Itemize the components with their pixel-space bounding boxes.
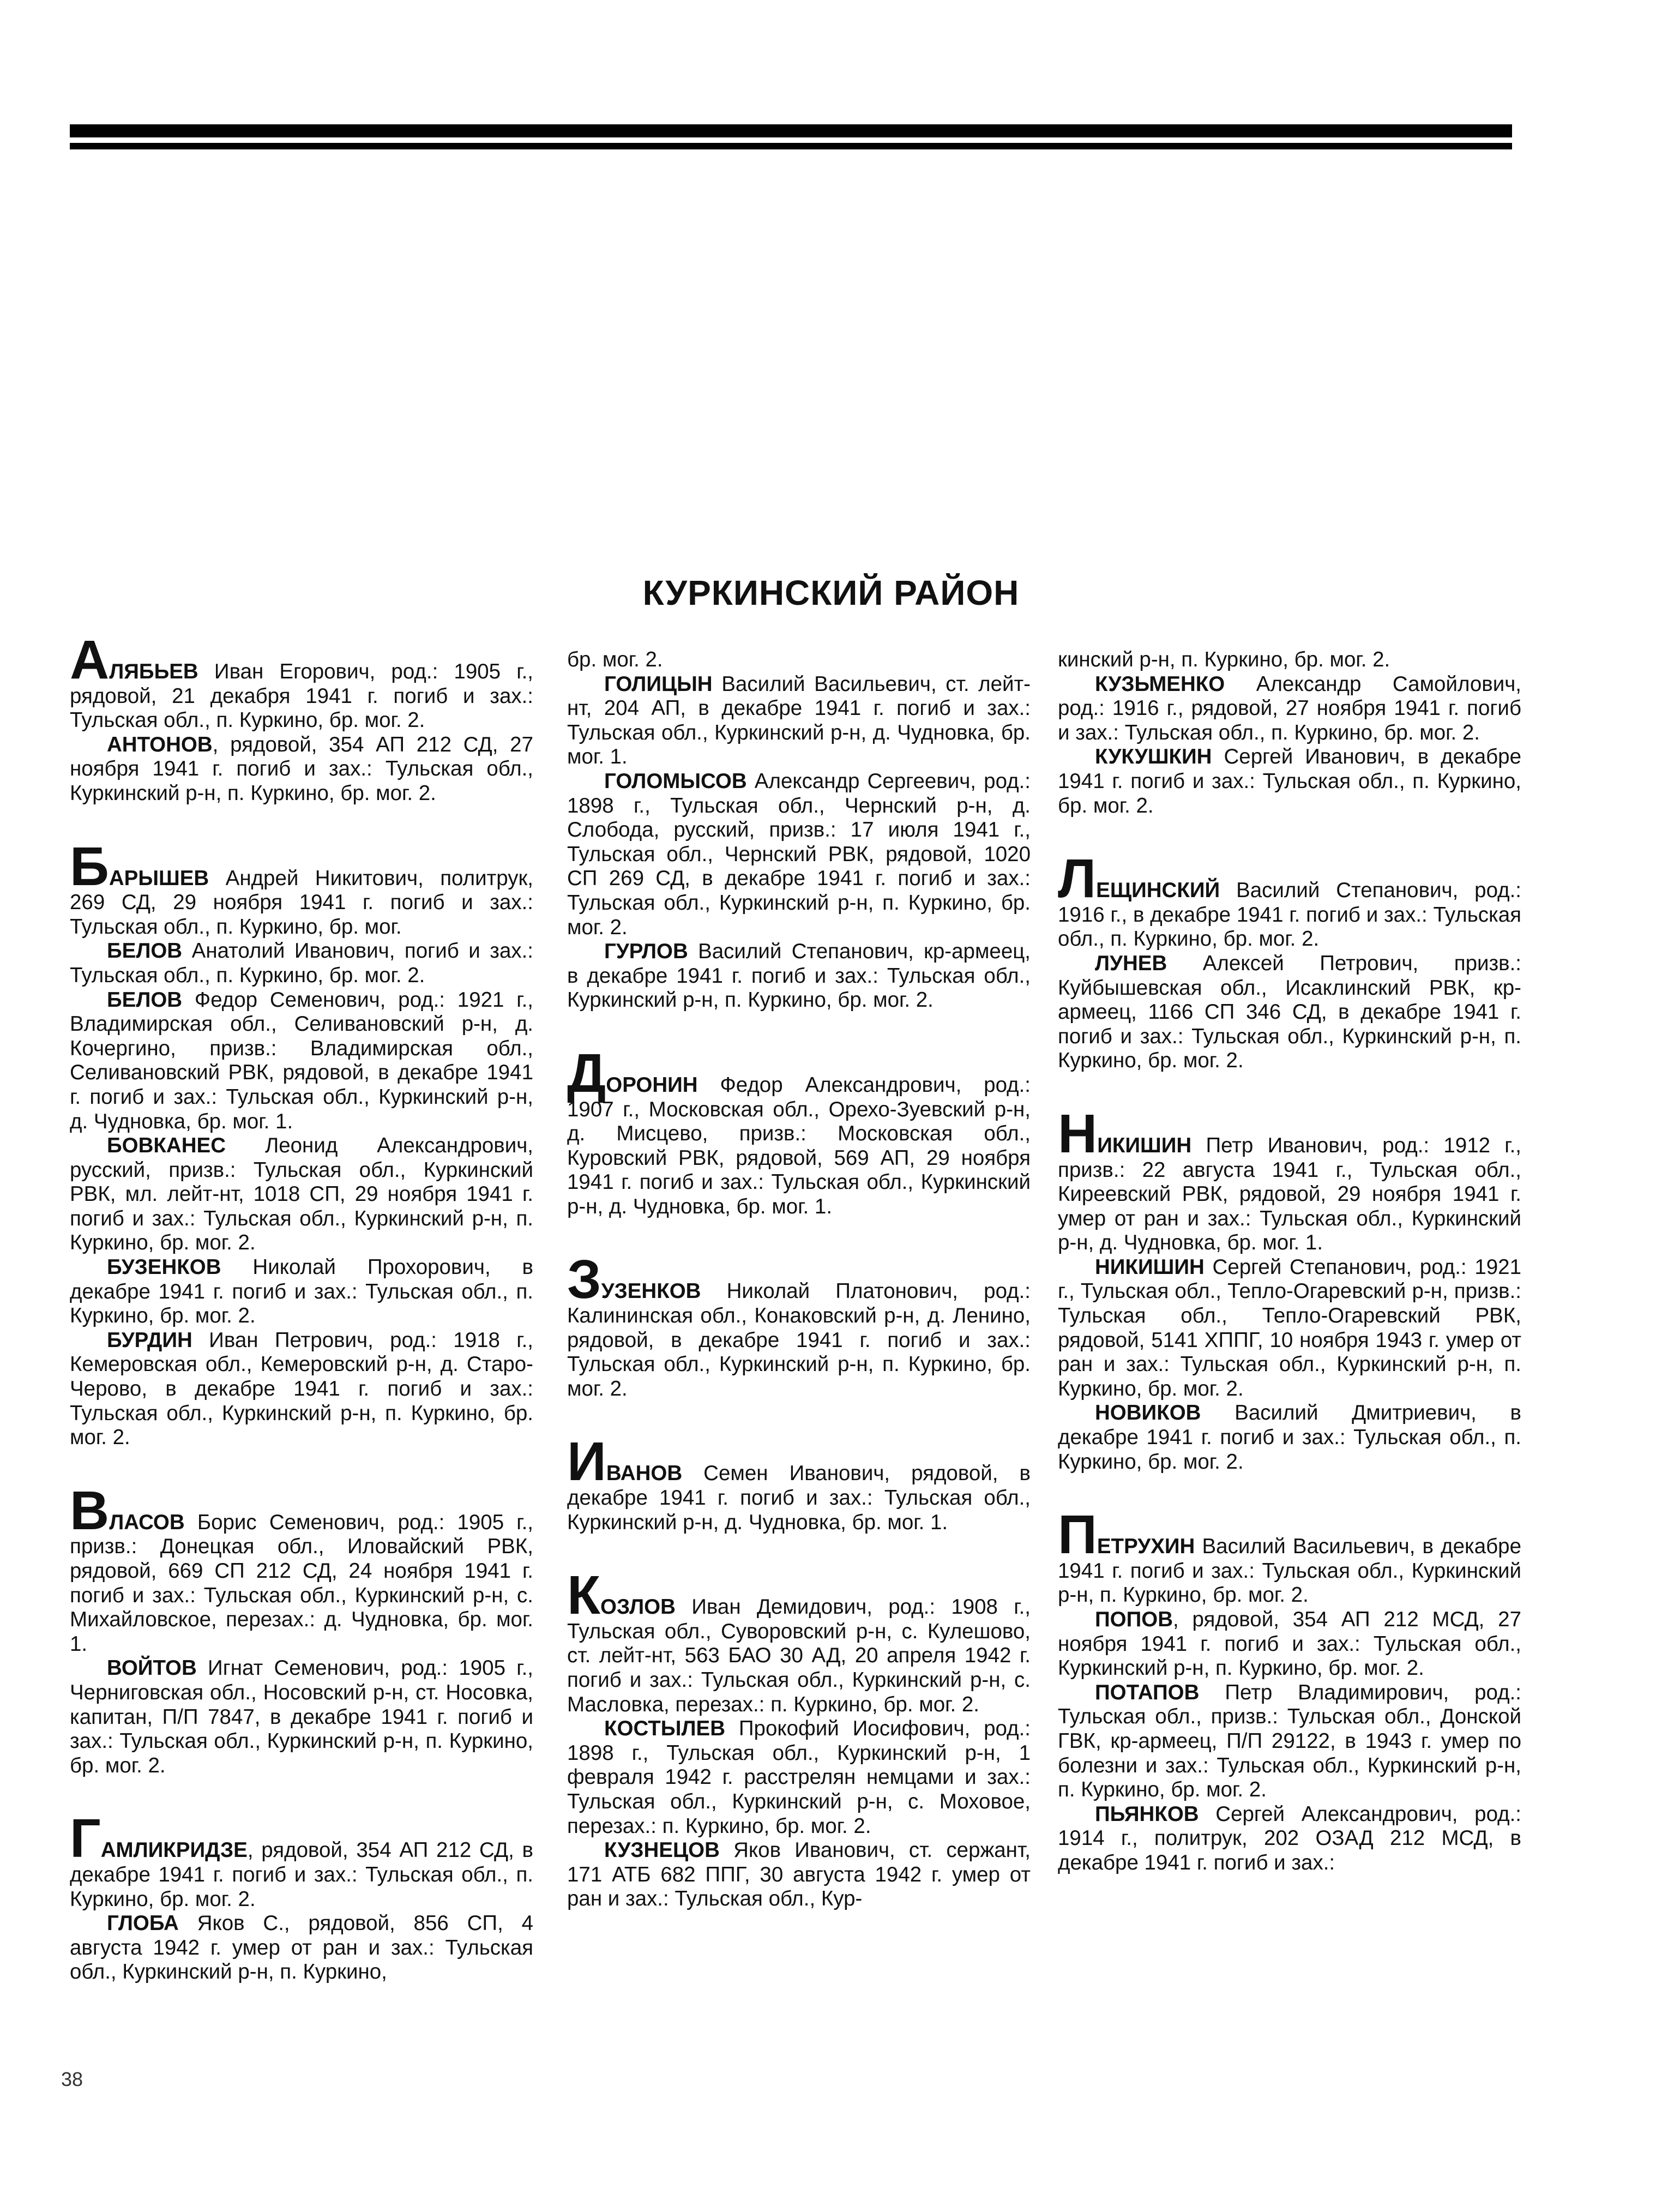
memorial-entry xyxy=(1058,1255,1521,1402)
entry-details: Алексей Петрович, призв.: Куйбышевская обл., Исаклинский РВК, кр-армеец, 1166 СП 346 СД, в декабре 1941 г. погиб и зах.: Тульская обл., Куркинский р-н, п. Куркино, бр. мог. 2. xyxy=(1058,951,1521,1073)
entry-details: Петр Иванович, род.: 1912 г., призв.: 22 августа 1941 г., Тульская обл., Киреевский РВК, рядовой, 29 ноября 1941 г. умер от ран и зах.: Тульская обл., Куркинский р-н, д. Чудновка, бр. мог. 1. xyxy=(1058,1133,1521,1255)
memorial-entry xyxy=(1058,648,1521,672)
memorial-entry xyxy=(70,629,533,733)
page-number: 38 xyxy=(61,2068,83,2090)
memorial-entry xyxy=(1058,672,1521,746)
memorial-entry xyxy=(1058,1103,1521,1255)
entry-surname: БУРДИН xyxy=(107,1328,192,1352)
memorial-entry xyxy=(70,835,533,940)
memorial-entry xyxy=(70,939,533,988)
entry-surname: БУЗЕНКОВ xyxy=(107,1255,221,1279)
entry-surname: КУЗЬМЕНКО xyxy=(1095,672,1225,696)
drop-cap-letter: И xyxy=(567,1431,606,1493)
memorial-entry xyxy=(567,770,1031,940)
entry-surname: ПОПОВ xyxy=(1095,1608,1173,1631)
memorial-entry xyxy=(567,1042,1031,1219)
entry-details: Василий Степанович, род.: 1916 г., в декабре 1941 г. погиб и зах.: Тульская обл., п. Куркино, бр. мог. 2. xyxy=(1058,879,1521,951)
entry-surname: ПЬЯНКОВ xyxy=(1095,1802,1199,1826)
entry-details: Яков Иванович, ст. сержант, 171 АТБ 682 ППГ, 30 августа 1942 г. умер от ран и зах.: Тульская обл., Кур- xyxy=(567,1838,1031,1911)
entry-surname: ГЛОБА xyxy=(107,1912,179,1936)
entry-surname: ИКИШИН xyxy=(1097,1133,1192,1157)
entry-details: Александр Сергеевич, род.: 1898 г., Тульская обл., Чернский р-н, д. Слобода, русский, призв.: 17 июля 1941 г., Тульская обл., Чернский РВК, рядовой, 1020 СП 269 СД, в декабре 1941 г. погиб и зах.: Тульская обл., Куркинский р-н, п. Куркино, бр. мог. 2. xyxy=(567,769,1031,939)
entry-details: Василий Васильевич, в декабре 1941 г. погиб и зах.: Тульская обл., Куркинский р-н, п. Куркино, бр. мог. 2. xyxy=(1058,1535,1521,1607)
memorial-entry xyxy=(567,1717,1031,1838)
entry-details: Федор Семенович, род.: 1921 г., Владимирская обл., Селивановский р-н, д. Кочергино, призв.: Владимирская обл., Селивановский РВК, рядовой, в декабре 1941 г. погиб и зах.: Тульская обл., Куркинский р-н, д. Чудновка, бр. мог. 1. xyxy=(70,988,533,1133)
entry-details: Иван Демидович, род.: 1908 г., Тульская обл., Суворовский р-н, с. Кулешово, ст. лейт-нт, 563 БАО 30 АД, 20 апреля 1942 г. погиб и зах.: Тульская обл., Куркинский р-н, с. Масловка, перезах.: п. Куркино, бр. мог. 2. xyxy=(567,1595,1031,1716)
memorial-entry xyxy=(1058,1802,1521,1876)
entry-surname: АРЫШЕВ xyxy=(109,866,209,890)
entry-details: Анатолий Иванович, погиб и зах.: Тульская обл., п. Куркино, бр. мог. 2. xyxy=(70,939,533,987)
entry-surname: ГОЛИЦЫН xyxy=(604,672,713,696)
memorial-entry xyxy=(70,1656,533,1778)
memorial-entry xyxy=(70,733,533,806)
entry-surname: ВОЙТОВ xyxy=(107,1656,197,1680)
memorial-entry xyxy=(567,672,1031,770)
entry-surname: КУЗНЕЦОВ xyxy=(604,1838,720,1862)
memorial-entry xyxy=(567,1249,1031,1401)
text-column-1 xyxy=(70,629,533,1985)
entry-surname: БЕЛОВ xyxy=(107,939,183,963)
memorial-entry xyxy=(70,988,533,1134)
entry-details: Иван Петрович, род.: 1918 г., Кемеровская обл., Кемеровский р-н, д. Старо-Черово, в декабре 1941 г. погиб и зах.: Тульская обл., Куркинский р-н, п. Куркино, бр. мог. 2. xyxy=(70,1328,533,1450)
memorial-entry xyxy=(70,1329,533,1450)
memorial-entry xyxy=(70,1808,533,1912)
drop-cap-letter: В xyxy=(70,1480,110,1541)
entry-surname: КУКУШКИН xyxy=(1095,745,1212,769)
memorial-entry xyxy=(1058,848,1521,952)
entry-details: Николай Платонович, род.: Калининская обл., Конаковский р-н, д. Ленино, рядовой, в декабре 1941 г. погиб и зах.: Тульская обл., Куркинский р-н, п. Куркино, бр. мог. 2. xyxy=(567,1279,1031,1400)
text-column-3 xyxy=(1058,648,1521,1876)
entry-surname: ЕТРУХИН xyxy=(1097,1535,1195,1559)
entry-details: Андрей Никитович, политрук, 269 СД, 29 ноября 1941 г. погиб и зах.: Тульская обл., п. Куркино, бр. мог. xyxy=(70,866,533,939)
memorial-entry xyxy=(567,648,1031,672)
entry-details: , рядовой, 354 АП 212 СД, в декабре 1941 г. погиб и зах.: Тульская обл., п. Куркино, бр. мог. 2. xyxy=(70,1838,533,1911)
memorial-entry xyxy=(1058,952,1521,1073)
entry-details: Василий Дмитриевич, в декабре 1941 г. погиб и зах.: Тульская обл., п. Куркино, бр. мог. 2. xyxy=(1058,1401,1521,1474)
entry-surname: ЛАСОВ xyxy=(109,1510,185,1534)
entry-details: Василий Васильевич, ст. лейт-нт, 204 АП, в декабре 1941 г. погиб и зах.: Тульская обл., Куркинский р-н, д. Чудновка, бр. мог. 1. xyxy=(567,672,1031,769)
entry-surname: БОВКАНЕС xyxy=(107,1134,226,1158)
entry-surname: НОВИКОВ xyxy=(1095,1401,1201,1425)
entry-details: Сергей Степанович, род.: 1921 г., Тульская обл., Тепло-Огаревский р-н, призв.: Тульская обл., Тепло-Огаревский РВК, рядовой, 5141 ХППГ, 10 ноября 1943 г. умер от ран и зах.: Тульская обл., Куркинский р-н, п. Куркино, бр. мог. 2. xyxy=(1058,1255,1521,1400)
drop-cap-letter: З xyxy=(567,1249,601,1311)
entry-details: кинский р-н, п. Куркино, бр. мог. 2. xyxy=(1058,648,1390,671)
entry-details: Прокофий Иосифович, род.: 1898 г., Тульская обл., Куркинский р-н, 1 февраля 1942 г. расстрелян немцами и зах.: Тульская обл., Куркинский р-н, с. Моховое, перезах.: п. Куркино, бр. мог. 2. xyxy=(567,1717,1031,1838)
entry-details: Семен Иванович, рядовой, в декабре 1941 г. погиб и зах.: Тульская обл., Куркинский р-н, д. Чудновка, бр. мог. 1. xyxy=(567,1462,1031,1534)
entry-surname: КОСТЫЛЕВ xyxy=(604,1717,725,1741)
entry-surname: ГОЛОМЫСОВ xyxy=(604,769,747,793)
memorial-entry xyxy=(1058,1681,1521,1802)
entry-details: Николай Прохорович, в декабре 1941 г. погиб и зах.: Тульская обл., п. Куркино, бр. мог. 2. xyxy=(70,1255,533,1328)
entry-details: Сергей Александрович, род.: 1914 г., политрук, 202 ОЗАД 212 МСД, в декабре 1941 г. погиб и зах.: xyxy=(1058,1802,1521,1874)
memorial-entry xyxy=(567,1565,1031,1717)
memorial-entry xyxy=(1058,745,1521,818)
memorial-entry xyxy=(567,1431,1031,1535)
memorial-entry xyxy=(70,1134,533,1255)
memorial-entry xyxy=(70,1255,533,1329)
memorial-entry xyxy=(1058,1401,1521,1474)
entry-surname: УЗЕНКОВ xyxy=(601,1279,701,1303)
entry-details: Федор Александрович, род.: 1907 г., Московская обл., Орехо-Зуевский р-н, д. Мисцево, призв.: Московская обл., Куровский РВК, рядовой, 569 АП, 29 ноября 1941 г. погиб и зах.: Тульская обл., Куркинский р-н, д. Чудновка, бр. мог. 1. xyxy=(567,1073,1031,1218)
memorial-entry xyxy=(1058,1504,1521,1608)
memorial-entry xyxy=(70,1480,533,1657)
entry-surname: АМЛИКРИДЗЕ xyxy=(100,1838,248,1862)
text-column-2 xyxy=(567,648,1031,1912)
memorial-entry xyxy=(567,1838,1031,1912)
entry-surname: АНТОНОВ xyxy=(107,732,213,756)
entry-details: Сергей Иванович, в декабре 1941 г. погиб и зах.: Тульская обл., п. Куркино, бр. мог. 2. xyxy=(1058,745,1521,818)
drop-cap-letter: А xyxy=(70,629,110,690)
memorial-entry xyxy=(1058,1608,1521,1681)
drop-cap-letter: Л xyxy=(1058,848,1097,910)
memorial-entry xyxy=(567,940,1031,1013)
entry-surname: ПОТАПОВ xyxy=(1095,1680,1200,1704)
entry-surname: ОРОНИН xyxy=(606,1073,698,1097)
entry-surname: ЕЩИНСКИЙ xyxy=(1096,879,1220,903)
entry-details: Василий Степанович, кр-армеец, в декабре 1941 г. погиб и зах.: Тульская обл., Куркинский р-н, п. Куркино, бр. мог. 2. xyxy=(567,940,1031,1012)
drop-cap-letter: Н xyxy=(1058,1103,1098,1164)
entry-surname: НИКИШИН xyxy=(1095,1255,1205,1279)
entry-details: Игнат Семенович, род.: 1905 г., Черниговская обл., Носовский р-н, ст. Носовка, капитан, П/П 7847, в декабре 1941 г. погиб и зах.: Тульская обл., Куркинский р-н, п. Куркино, бр. мог. 2. xyxy=(70,1656,533,1777)
entry-surname: ГУРЛОВ xyxy=(604,940,688,964)
entry-surname: ВАНОВ xyxy=(606,1462,683,1486)
entry-surname: БЕЛОВ xyxy=(107,988,183,1012)
drop-cap-letter: Г xyxy=(70,1808,101,1870)
district-title: КУРКИНСКИЙ РАЙОН xyxy=(642,573,1020,612)
entry-details: Александр Самойлович, род.: 1916 г., рядовой, 27 ноября 1941 г. погиб и зах.: Тульская обл., п. Куркино, бр. мог. 2. xyxy=(1058,672,1521,744)
entry-details: бр. мог. 2. xyxy=(567,648,663,671)
drop-cap-letter: П xyxy=(1058,1504,1097,1566)
entry-details: Борис Семенович, род.: 1905 г., призв.: Донецкая обл., Иловайский РВК, рядовой, 669 СП 212 СД, 24 ноября 1941 г. погиб и зах.: Тульская обл., Куркинский р-н, с. Михайловское, перезах.: д. Чудновка, бр. мог. 1. xyxy=(70,1510,533,1656)
entry-details: Леонид Александрович, русский, призв.: Тульская обл., Куркинский РВК, мл. лейт-нт, 1018 СП, 29 ноября 1941 г. погиб и зах.: Тульская обл., Куркинский р-н, п. Куркино, бр. мог. 2. xyxy=(70,1134,533,1255)
entry-surname: ОЗЛОВ xyxy=(600,1595,676,1619)
drop-cap-letter: Д xyxy=(567,1042,606,1104)
header-rule-thin xyxy=(70,143,1512,149)
entry-surname: ЛУНЕВ xyxy=(1095,951,1167,975)
drop-cap-letter: К xyxy=(567,1565,601,1626)
header-rule-thick xyxy=(70,124,1512,137)
entry-details: Петр Владимирович, род.: Тульская обл., призв.: Тульская обл., Донской ГВК, кр-армеец, П/П 29122, в 1943 г. умер по болезни и зах.: Тульская обл., Куркинский р-н, п. Куркино, бр. мог. 2. xyxy=(1058,1680,1521,1802)
entry-details: Иван Егорович, род.: 1905 г., рядовой, 21 декабря 1941 г. погиб и зах.: Тульская обл., п. Куркино, бр. мог. 2. xyxy=(70,660,533,732)
drop-cap-letter: Б xyxy=(70,835,109,897)
entry-details: , рядовой, 354 АП 212 СД, 27 ноября 1941 г. погиб и зах.: Тульская обл., Куркинский р-н, п. Куркино, бр. мог. 2. xyxy=(70,732,533,805)
memorial-entry xyxy=(70,1912,533,1985)
entry-surname: ЛЯБЬЕВ xyxy=(109,660,198,683)
entry-details: Яков С., рядовой, 856 СП, 4 августа 1942 г. умер от ран и зах.: Тульская обл., Куркинский р-н, п. Куркино, xyxy=(70,1912,533,1984)
entry-details: , рядовой, 354 АП 212 МСД, 27 ноября 1941 г. погиб и зах.: Тульская обл., Куркинский р-н, п. Куркино, бр. мог. 2. xyxy=(1058,1608,1521,1680)
